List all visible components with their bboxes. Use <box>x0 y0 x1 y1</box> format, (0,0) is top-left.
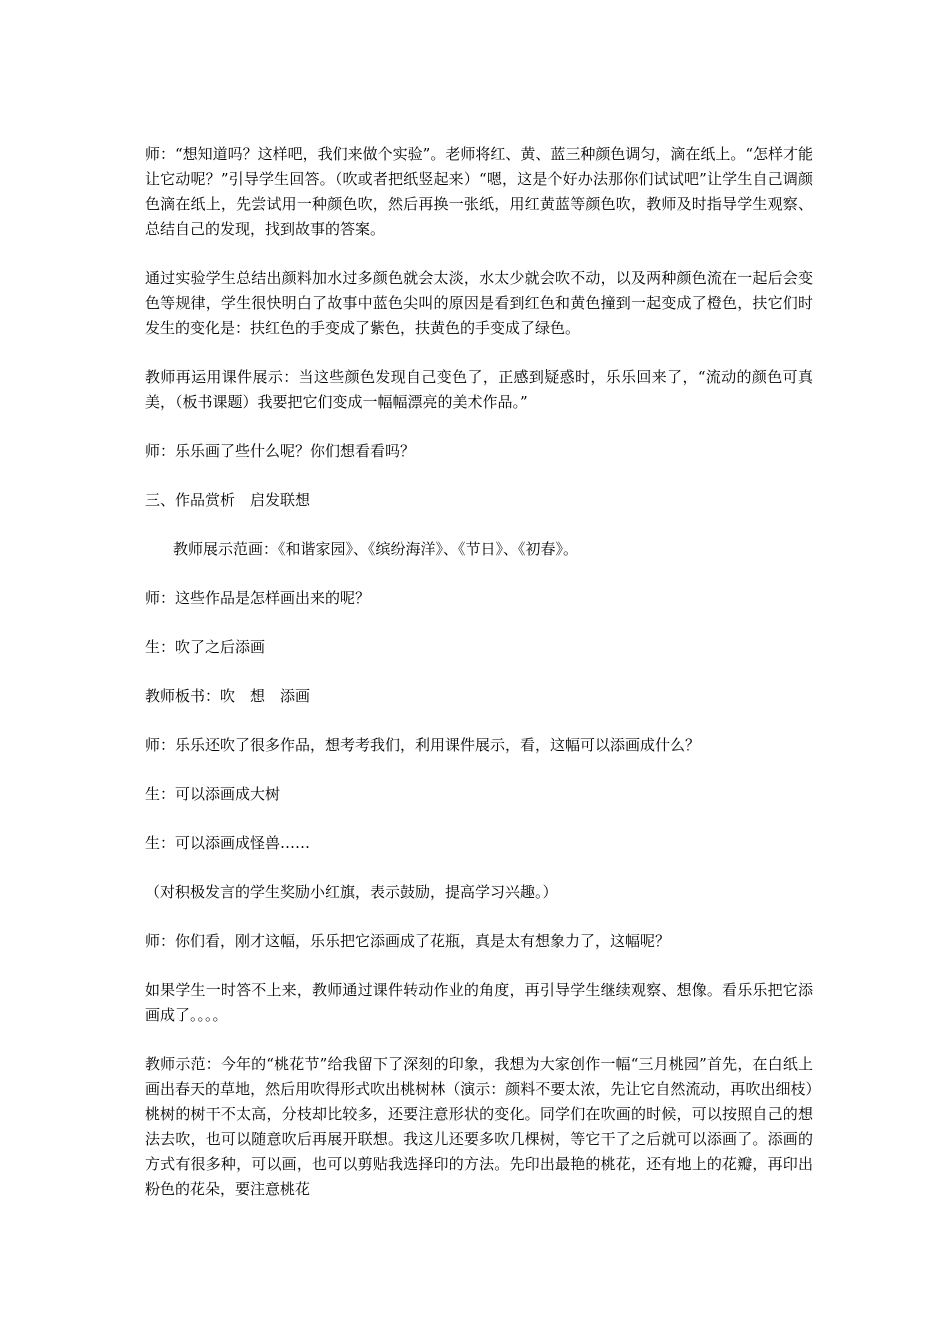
paragraph-experiment-intro: 师：“想知道吗？这样吧，我们来做个实验”。老师将红、黄、蓝三种颜色调匀，滴在纸上。“怎样才能让它动呢？”引导学生回答。（吹或者把纸竖起来）“嗯，这是个好办法那你们试试吧”让学生自己调颜色滴在纸上，先尝试用一种颜色吹，然后再换一张纸，用红黄蓝等颜色吹，教师及时指导学生观察、总结自己的发现，找到故事的答案。 <box>145 145 814 238</box>
paragraph-blackboard: 教师板书：吹 想 添画 <box>145 687 311 705</box>
paragraph-reward-note: （对积极发言的学生奖励小红旗，表示鼓励，提高学习兴趣。） <box>145 883 558 901</box>
paragraph-teacher-question: 师：乐乐画了些什么呢？你们想看看吗？ <box>145 442 416 460</box>
document-page <box>145 142 813 1202</box>
paragraph-student-tree: 生：可以添画成大树 <box>145 785 281 803</box>
section-heading-appreciation: 三、作品赏析 启发联想 <box>145 491 311 509</box>
paragraph-teacher-demo: 教师示范：今年的“桃花节”给我留下了深刻的印象，我想为大家创作一幅“三月桃园”首先，在白纸上画出春天的草地，然后用吹得形式吹出桃树林（演示：颜料不要太浓，先让它自然流动，再吹出细枝）桃树的树干不太高，分枝却比较多，还要注意形状的变化。同学们在吹画的时候，可以按照自己的想法去吹，也可以随意吹后再展开联想。我这儿还要多吹几棵树，等它干了之后就可以添画了。添画的方式有很多种，可以画，也可以剪贴我选择印的方法。先印出最艳的桃花，还有地上的花瓣，再印出粉色的花朵，要注意桃花 <box>145 1055 813 1198</box>
paragraph-teacher-how: 师：这些作品是怎样画出来的呢？ <box>145 589 371 607</box>
paragraph-student-answer: 生：吹了之后添画 <box>145 638 266 656</box>
paragraph-teacher-vase: 师：你们看，刚才这幅，乐乐把它添画成了花瓶，真是太有想象力了，这幅呢？ <box>145 932 671 950</box>
paragraph-student-monster: 生：可以添画成怪兽…… <box>145 834 311 852</box>
paragraph-teacher-quiz: 师：乐乐还吹了很多作品，想考考我们，利用课件展示，看，这幅可以添画成什么？ <box>145 736 701 754</box>
paragraph-sample-works: 教师展示范画：《和谐家园》、《缤纷海洋》、《节日》、《初春》。 <box>173 540 579 558</box>
paragraph-guidance: 如果学生一时答不上来，教师通过课件转动作业的角度，再引导学生继续观察、想像。看乐乐把它添画成了。。。。 <box>145 981 813 1024</box>
paragraph-courseware-display: 教师再运用课件展示：当这些颜色发现自己变色了，正感到疑惑时，乐乐回来了，“流动的颜色可真美，（板书课题）我要把它们变成一幅幅漂亮的美术作品。” <box>145 368 813 411</box>
paragraph-experiment-summary: 通过实验学生总结出颜料加水过多颜色就会太淡，水太少就会吹不动，以及两种颜色流在一起后会变色等规律，学生很快明白了故事中蓝色尖叫的原因是看到红色和黄色撞到一起变成了橙色，扶它们时发生的变化是：扶红色的手变成了紫色，扶黄色的手变成了绿色。 <box>145 269 813 337</box>
